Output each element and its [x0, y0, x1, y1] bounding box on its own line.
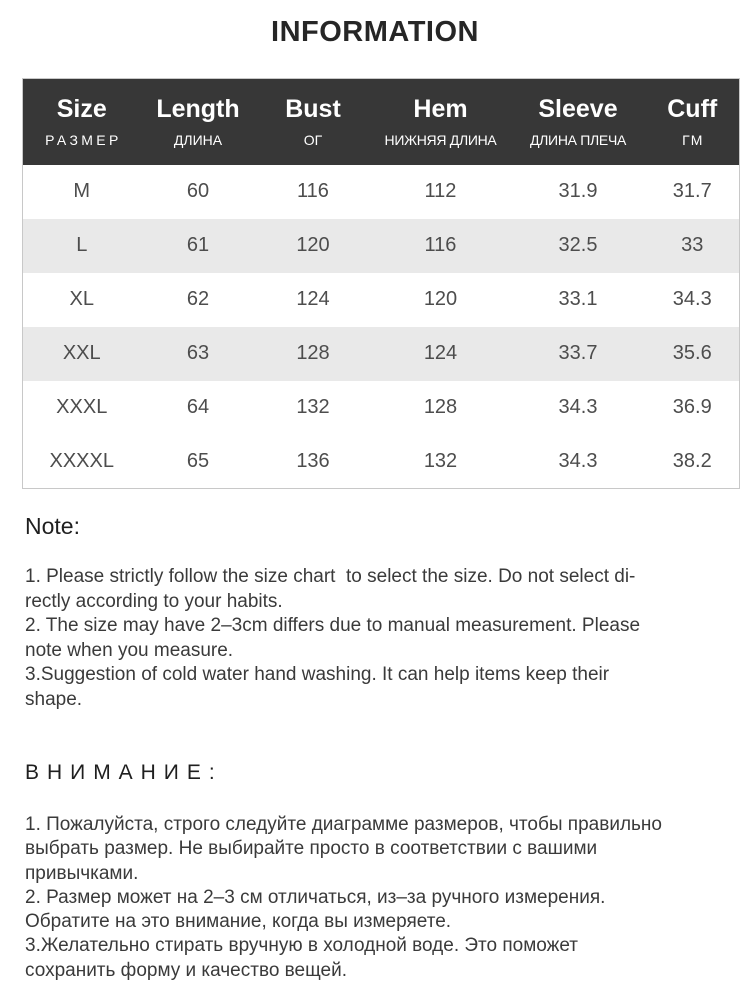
header-row [23, 79, 740, 165]
col-header-size-ru: РАЗМЕР [45, 131, 122, 148]
attention-body [25, 813, 731, 983]
cell-sleeve: 31.9 [558, 180, 598, 202]
col-header-sleeve-en: Sleeve [538, 95, 618, 123]
cell-size: M [73, 180, 91, 202]
attention-line: сохранить форму и качество вещей. [25, 959, 347, 981]
cell-cuff: 34.3 [672, 288, 712, 310]
cell-hem: 116 [424, 234, 457, 256]
table-row-xxxxl [23, 435, 740, 489]
cell-hem: 128 [423, 396, 458, 418]
attention-line: 2. Размер может на 2–3 см отличаться, из–за ручного измерения. [25, 886, 606, 908]
cell-hem: 124 [423, 342, 458, 364]
note-body [25, 565, 731, 712]
cell-sleeve: 34.3 [558, 449, 598, 472]
cell-cuff: 31.7 [672, 180, 712, 202]
cell-sleeve: 32.5 [558, 234, 598, 256]
size-table [22, 78, 740, 489]
cell-size: XXXXL [49, 449, 114, 472]
cell-length: 64 [186, 396, 210, 418]
note-heading: Note: [25, 513, 80, 539]
cell-bust: 128 [296, 342, 330, 364]
cell-hem: 112 [424, 180, 457, 202]
note-line: 1. Please strictly follow the size chart to select the size. Do not select di- [25, 566, 636, 587]
cell-cuff: 35.6 [672, 342, 712, 364]
cell-size: XL [69, 288, 94, 310]
table-row-xxl [23, 327, 740, 381]
table-row-m [23, 165, 740, 219]
col-header-cuff-en: Cuff [667, 95, 718, 123]
cell-cuff: 36.9 [672, 396, 712, 418]
cell-size: XXL [62, 342, 101, 364]
attention-line: привычками. [25, 862, 139, 884]
col-header-hem-en: Hem [413, 95, 468, 123]
cell-cuff: 38.2 [672, 449, 712, 472]
col-header-size [23, 79, 141, 165]
cell-length: 61 [186, 234, 210, 256]
page-title: INFORMATION [271, 16, 479, 48]
table-row-l [23, 219, 740, 273]
note-line: shape. [25, 688, 83, 710]
note-line: rectly according to your habits. [25, 590, 283, 612]
note-line: 3.Suggestion of cold water hand washing. It can help items keep their [25, 664, 610, 685]
cell-sleeve: 34.3 [558, 396, 598, 418]
cell-length: 63 [186, 342, 210, 364]
cell-cuff: 33 [681, 234, 704, 256]
size-table-body [23, 165, 740, 489]
cell-bust: 136 [296, 449, 330, 472]
attention-line: 1. Пожалуйста, строго следуйте диаграмме размеров, чтобы правильно [25, 814, 662, 835]
col-header-length [141, 79, 256, 165]
attention-line: выбрать размер. Не выбирайте просто в соответствии с вашими [25, 838, 598, 860]
cell-hem: 132 [423, 449, 458, 472]
col-header-hem [371, 79, 511, 165]
cell-bust: 132 [296, 396, 330, 418]
note-line: note when you measure. [25, 639, 234, 661]
attention-line: 3.Желательно стирать вручную в холодной воде. Это поможет [25, 935, 579, 957]
cell-length: 62 [186, 288, 210, 310]
col-header-hem-ru: НИЖНЯЯ ДЛИНА [384, 131, 497, 148]
col-header-bust-en: Bust [285, 95, 341, 123]
col-header-sleeve [511, 79, 646, 165]
cell-length: 60 [186, 180, 210, 202]
col-header-cuff [646, 79, 740, 165]
table-row-xxxl [23, 381, 740, 435]
col-header-size-en: Size [56, 95, 107, 123]
size-table-header [23, 79, 740, 165]
note-line: 2. The size may have 2–3cm differs due to manual measurement. Please [25, 615, 641, 636]
attention-line: Обратите на это внимание, когда вы измеряете. [25, 911, 452, 933]
cell-hem: 120 [423, 288, 458, 310]
attention-heading: ВНИМАНИЕ: [25, 761, 223, 784]
col-header-bust-ru: ОГ [303, 131, 323, 148]
cell-length: 65 [186, 449, 210, 472]
cell-size: XXXL [56, 396, 108, 418]
table-row-xl [23, 273, 740, 327]
cell-bust: 124 [296, 288, 330, 310]
col-header-length-ru: ДЛИНА [173, 131, 223, 148]
cell-size: L [76, 234, 88, 256]
cell-sleeve: 33.1 [558, 288, 598, 310]
cell-bust: 116 [297, 180, 329, 202]
cell-bust: 120 [296, 234, 330, 256]
col-header-sleeve-ru: ДЛИНА ПЛЕЧА [529, 131, 627, 148]
cell-sleeve: 33.7 [558, 342, 598, 364]
col-header-cuff-ru: ГМ [682, 131, 704, 148]
col-header-length-en: Length [156, 95, 240, 123]
col-header-bust [256, 79, 371, 165]
